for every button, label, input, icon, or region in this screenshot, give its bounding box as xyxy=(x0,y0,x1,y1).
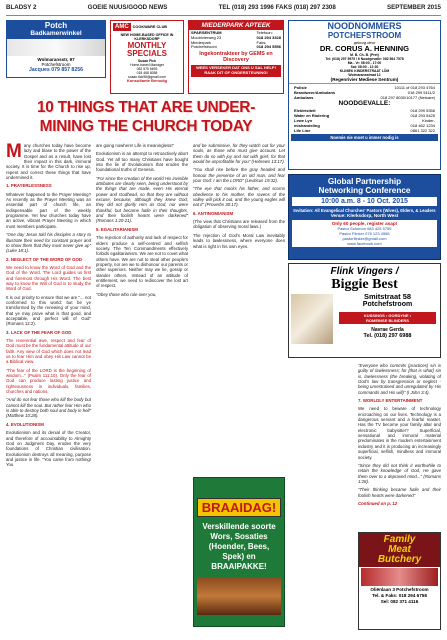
emergency-label: mishandeling xyxy=(294,122,320,128)
amc-contact-block xyxy=(111,59,183,84)
gpnc-times: 10:00 a.m. 8 - 10 Oct. 2015 xyxy=(292,197,437,206)
scripture-quote: "Since they did not think it worthwhile to retain the knowledge of God, He gave them over to a depraved mind..." (Romans 1:28). xyxy=(358,462,441,484)
section-heading: 1. PRAYERLESSNESS xyxy=(6,183,52,189)
miederpark-left xyxy=(191,31,222,50)
flink-tel-label: Navrae Gerda xyxy=(371,327,404,333)
emergency-value: 018 299 5356 xyxy=(410,107,435,113)
potch-image xyxy=(7,39,105,56)
amc-logo: AMC xyxy=(115,24,129,30)
family-title2: Meat xyxy=(388,544,411,555)
article-paragraph: Whatever happened to the Prayer Meeting? As recently as the Prayer Meeting was an essential part of church life, an indispensable part of the weekly programme. Yet few churches today have an active, vibrant Prayer Meeting in which most members participate. xyxy=(6,191,91,229)
article-paragraph: The rejection of God's Moral Law inevitably leads to lawlessness, where everyone does what is right in his own eyes. xyxy=(193,232,285,249)
braaidag-title: BRAAIDAG! xyxy=(197,498,281,517)
publication-name: GOEIE NUUS/GOOD NEWS xyxy=(87,4,168,11)
miederpark-right-3: 018 294 5556 xyxy=(256,44,281,50)
intro-text: any churches today have become lazy and blase to the power of the Gospel and as a result, have lost their impact in this dark, immoral society. It is time for the Church to rise up, repent and correct these things that have undermined it. xyxy=(6,143,91,181)
doctor-tel: Tel: (018) 297 5975 / 6 Noodgevalle: 082 564 7578 xyxy=(325,57,404,62)
section-heading: 4. EVOLUTIONISM xyxy=(6,421,44,427)
scripture-quote: "Obey those who rule over you, xyxy=(96,291,157,297)
potch-address: Wolmaransstr, 97 xyxy=(37,57,75,62)
flink-tel: Tel. (018) 297 6988 xyxy=(363,333,412,339)
miederpark-info xyxy=(189,30,283,51)
article-column-1 xyxy=(6,143,91,638)
section-heading: 2. NEGLECT OF THE WORD OF GOD xyxy=(6,256,83,262)
flink-sub xyxy=(339,312,436,324)
page-header xyxy=(6,4,441,16)
miederpark-right-1: 018 294 3328 xyxy=(256,34,281,40)
gpnc-pastor1: Pastor Solomon 083 425 5755 xyxy=(337,225,392,231)
emergency-value: 018 293 5425 xyxy=(410,112,435,118)
potch-title-line1: Potch xyxy=(44,21,68,30)
gpnc-invite: Invitation: All Evangelical Churches' Pastors (Wives), Elders, & Leaders xyxy=(293,208,436,213)
family-title3: Butchery xyxy=(377,554,422,565)
miederpark-left-1: Mooirivierweg 23 xyxy=(191,34,222,40)
doctor-practice: (Regenrivier Mediese Sentrum) xyxy=(330,76,399,82)
amc-office: NEW HOME-BASED OFFICE IN KLERKSDORP xyxy=(120,33,174,42)
flink-info xyxy=(335,292,440,346)
emergency-value: 018 297 8030/10177 (Netcare) xyxy=(380,94,435,100)
amc-logo-row xyxy=(111,21,183,33)
article-title-line2: MINING THE CHURCH TODAY xyxy=(39,118,253,135)
gpnc-email: pastorflinker@gmail.com xyxy=(342,235,387,241)
potch-title-line2: Badkamerwinkel xyxy=(30,30,82,37)
article-paragraph: Evolutionism is an attempt to retroactively abort God. Yet all too many Christians have bought into the lie of Evolutionism that erodes the foundational truths of Genesis. xyxy=(96,151,188,173)
article-paragraph-highlight: We need to know the Word of God and the God of the Word. The Lord guides us first and foremost through His Word. The best way to know the Will of God is to study the Word of God. xyxy=(6,264,91,292)
amc-email: susan.fick98@gmail.com xyxy=(128,74,166,79)
noodnommers-title: NOODNOMMERS xyxy=(327,21,402,31)
emergency-label: Water en Riolering xyxy=(294,112,330,118)
article-column-3 xyxy=(193,143,285,473)
amc-contact-title: Home-based Manager xyxy=(130,62,164,67)
article-paragraph: We need to beware of technology encroaching on our lives. Technology is a dangerous servant and a fearful master. Has the TV become your family altar and electronic babysitter? Superficial, sensational and immoral material predominates in the modern entertainment industry and it is producing an increasingly superficial, selfish, mindless and immoral society. xyxy=(358,406,441,460)
doctor-kliniek: KLINIEK KINDERSTRAAT LÖM xyxy=(339,69,390,74)
noodnommers-city: POTCHEFSTROOM xyxy=(327,31,402,40)
gpnc-title1: Global Partnership xyxy=(327,177,402,186)
flink-city: Potchefstroom xyxy=(362,301,413,308)
miederpark-ingekontrakteer: Ingekontrakteer by GEMS en Discovery xyxy=(199,51,273,64)
scripture-quote: "Everyone who commits (practices) sin is guilty of lawlessness; for [that is what] sin is, lawlessness (the breaking, violating of God's law by transgression or neglect - being unrestrained and unregulated by His commands and His will)" (I John 3:4). xyxy=(358,363,441,395)
miederpark-left-2: Miederpark xyxy=(191,39,212,45)
flink-addr: Smitstraat 58 xyxy=(363,292,412,301)
braaidag-image xyxy=(197,577,281,615)
family-logo xyxy=(359,533,440,567)
article-title-line1: 10 THINGS THAT ARE UNDER- xyxy=(36,99,256,116)
amc-contact-name: Susan Fick xyxy=(138,58,156,63)
doctor-times1: Ma - Vr: 08:00 - 17:00 xyxy=(347,61,382,66)
scripture-quote: "You shall rise before the gray headed and honour the presence of an old man, and fear your God: I am the LORD" (Leviticus 19:32). xyxy=(193,167,285,184)
article-title xyxy=(6,98,286,138)
flink-sub2: ROMEINSE BLINDERS xyxy=(366,318,409,323)
doctor-address: Wolmaransstraat 12 xyxy=(348,73,381,78)
article-paragraph: (The view that Christians are released from the obligation of observing moral laws.) xyxy=(193,219,285,230)
potch-badkamerwinkel-ad[interactable] xyxy=(6,20,106,78)
amc-cookware-ad[interactable] xyxy=(110,20,184,94)
page-number: BLADSY 2 xyxy=(6,4,37,11)
braaidag-ad[interactable] xyxy=(193,477,285,627)
article-column-2 xyxy=(96,143,188,473)
miederpark-left-0: SPARSENTRUM xyxy=(191,30,222,35)
noodgevalle-heading: NOODGEVALLE: xyxy=(338,99,391,107)
flink-image xyxy=(291,294,333,344)
gpnc-pastor2: Pastor Flinker 076 123 4556 xyxy=(339,230,390,236)
scripture-quote: "The eye that mocks his father, and scorns obedience to his mother, the ravens of the valley will pick it out, and the young eagles will eat it" (Proverbs 30:17). xyxy=(193,186,285,208)
amc-monthly: MONTHLY xyxy=(127,40,167,50)
emergency-value: 018 299 5111/2 xyxy=(407,89,435,95)
gpnc-only: Only 60 people, register asap! xyxy=(331,220,398,226)
emergency-value: Kinder- xyxy=(422,117,435,123)
noodnommers-doctor: DR. CORUS A. HENNING xyxy=(319,44,410,53)
potch-city: Potchefstroom xyxy=(41,62,71,67)
emergency-label: Life Line xyxy=(294,127,311,133)
article-intro xyxy=(6,143,91,180)
flink-vingers-ad[interactable] xyxy=(288,263,441,358)
family-sel: Sel: 082 371 4116 xyxy=(380,599,419,604)
family-title1: Family xyxy=(383,534,416,545)
potch-contact: Jacques 079 857 8256 xyxy=(29,67,83,73)
emergency-value: 10111 of 018 293 4764 xyxy=(394,84,435,90)
gpnc-venue: Venue: Klerksdorp, North West xyxy=(330,213,399,218)
emergency-value: 0861 322 322 xyxy=(410,127,435,133)
issue-date: SEPTEMBER 2015 xyxy=(386,4,441,11)
global-partnership-ad[interactable] xyxy=(288,174,441,260)
emergency-label: Lewe Lyn xyxy=(294,117,313,123)
emergency-label: Elektrisiteit xyxy=(294,107,316,113)
family-meat-butchery-ad[interactable] xyxy=(358,532,441,630)
miederpark-right xyxy=(257,31,281,50)
gpnc-web: www.facebook.com xyxy=(347,240,382,246)
article-paragraph: The rejection of authority and lack of respect for elders produce a self-centred and selfish society. The Ten Commandments effectively forbids egalitarianism. We are not to covet what others have. We are not to steal other people's property, nor are we to dishonour our parents or other superiors. Neither may we lie, gossip or slander others. Instead of an attitude of entitlement, we need to rediscover the lost art of respect. xyxy=(96,235,188,289)
article-paragraph: It is our priority to ensure that we are "... not conformed to this world: but be ye transformed by the renewing of your mind, that ye may prove what is that good, and acceptable, and perfect will of God" (Romans 12:2). xyxy=(6,294,91,327)
miederpark-apteek-ad[interactable] xyxy=(188,20,284,94)
miederpark-right-2: Faks: xyxy=(256,39,267,45)
amc-cookware-club: COOKWARE CLUB xyxy=(132,25,168,29)
emergency-numbers xyxy=(289,83,440,134)
miederpark-right-0: Telefoon: xyxy=(256,30,273,35)
emergency-value: 018 462 1234 xyxy=(410,122,435,128)
section-heading: 7. WORLDLY ENTERTAINMENT xyxy=(358,398,423,404)
amc-tel1: 082 575 6693 xyxy=(136,66,158,71)
emergency-label: Polisie xyxy=(294,84,307,90)
doctor-times2: Sat: 08:00 - 12:30 xyxy=(350,65,379,70)
noodnommers-panel xyxy=(288,20,441,170)
emergency-label: Brandweer/Ambulans xyxy=(294,89,336,95)
flink-body xyxy=(289,292,440,346)
amc-tel2: 018 468 8058 xyxy=(136,70,158,75)
miederpark-title: MIEDERPARK APTEEK xyxy=(189,21,283,30)
amc-consultants: Konsultante Benodig xyxy=(126,78,168,84)
emergency-row xyxy=(294,128,435,133)
continued-note: Continued on p. 12 xyxy=(358,500,398,506)
doctor-qual: M. B. Ch. B. (Pret) xyxy=(350,53,379,57)
potch-title xyxy=(7,21,105,39)
amc-specials: SPECIALS xyxy=(126,48,167,58)
miederpark-wees: WEES VERSEKER DAT ONS U SAL HELP! RAAK DIT OF ONDERSTEUNING! xyxy=(191,65,281,77)
emergency-label: Ambulans xyxy=(294,94,314,100)
flink-title2: Biggie Best xyxy=(331,277,398,292)
article-paragraph: Evolutionism and its denial of the Creator, and therefore of accountability to Almighty God on Judgment Day, erodes the very foundations of Christian civilisation. Evolutionism destroys all meaning, purpose and justice in life. "You came from nothing! You xyxy=(6,430,91,468)
flink-title1: Flink Vingers / xyxy=(330,266,399,277)
scripture-quote: and be submissive, for they watch out for your souls, as those who must give account. Let them do so with joy and not with grief, for that would be unprofitable for you" (Hebrews 13:17). xyxy=(193,143,285,165)
braaidag-sub: Verskillende soorte Wors, Sosaties (Hoender, Bees, Spek) en BRAAIPAKKE! xyxy=(202,522,276,571)
flink-sub1: KUSSINGS • GORDYNE • xyxy=(363,313,412,318)
section-heading: 6. ANTINOMIANISM xyxy=(193,210,234,216)
noodnommers-geborg: geborg deur xyxy=(353,40,376,45)
doctor-details xyxy=(289,53,440,82)
scripture-quote: "Their thinking became futile and their foolish hearts were darkened" xyxy=(358,487,441,498)
section-heading: 3. LACK OF THE FEAR OF GOD xyxy=(6,329,72,335)
noodnommers-note: Noemie nie moet u immer nodig is xyxy=(291,134,438,141)
article-paragraph: are going nowhere! Life is meaningless!" xyxy=(96,143,175,148)
family-addr: Oliënlaan 3 Potchefstroom xyxy=(370,587,429,592)
scripture-quote: "And do not fear those who kill the body but cannot kill the soul. But rather fear Him who is able to destroy both soul and body in hell" (Matthew 10:28). xyxy=(6,397,91,419)
gpnc-details xyxy=(292,220,437,247)
article-paragraph-highlight: "The fear of the LORD is the beginning of wisdom..." (Psalm 111:10). Only the fear of God can produce lasting justice and righteousness in individuals, families, churches and nations. xyxy=(6,367,91,395)
gpnc-title2: Networking Conference xyxy=(318,186,411,195)
family-tel: Tel. & Faks: 018 294 6758 xyxy=(372,593,427,598)
miederpark-left-3: Potchefstroom xyxy=(191,44,217,50)
section-heading: 5. EGALITARIANISM xyxy=(96,226,138,232)
family-image xyxy=(361,568,438,586)
article-paragraph-highlight: The reverential awe, respect and fear of God must be the fundamental attitude of our faith. Any view of God which does not lead us to fear Him and obey His Law cannot be a Biblical view. xyxy=(6,338,91,365)
header-contact: TEL (018) 293 1996 FAKS (018) 297 2308 xyxy=(218,4,336,11)
drop-cap: M xyxy=(6,141,22,162)
scripture-quote: "For since the creation of the world His invisible attributes are clearly seen, being understood by the things that are made, even His eternal power and Godhead, so that they are without excuse, because, although they knew God, they did not glorify Him as God, nor were thankful, but became futile in their thoughts, and their foolish hearts were darkened" (Romans 1:20-21). xyxy=(96,175,188,224)
scripture-quote: "One day Jesus told his disciples a story to illustrate their need for constant prayer and to show them that they must never give up" (Luke 18:1). xyxy=(6,232,91,254)
